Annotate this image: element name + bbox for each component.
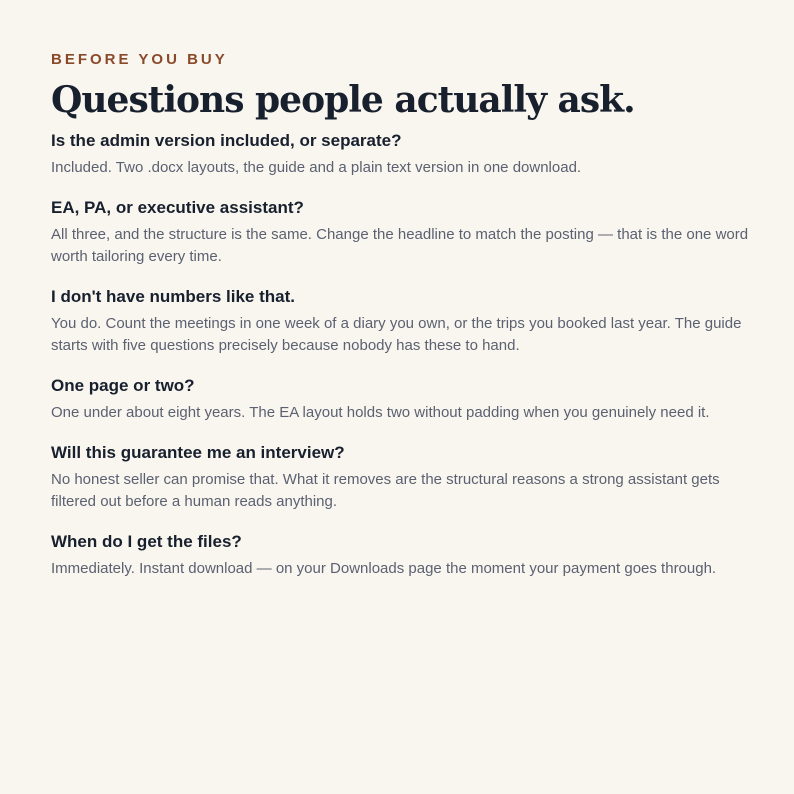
faq-item-role-title — [51, 197, 754, 268]
faq-answer: You do. Count the meetings in one week of a diary you own, or the trips you booked last year. The guide starts with five questions precisely because nobody has these to hand. — [51, 315, 742, 354]
faq-item-interview-guarantee — [51, 442, 754, 513]
faq-list — [51, 130, 754, 580]
section-eyebrow: BEFORE YOU BUY — [51, 51, 228, 68]
faq-answer: All three, and the structure is the same. Change the headline to match the posting — that is the one word worth tailoring every time. — [51, 226, 749, 265]
faq-question: Is the admin version included, or separate? — [51, 131, 402, 150]
faq-item-page-length — [51, 375, 754, 424]
page-title: Questions people actually ask. — [51, 79, 635, 121]
faq-answer: Included. Two .docx layouts, the guide and a plain text version in one download. — [51, 159, 582, 176]
faq-question: Will this guarantee me an interview? — [51, 443, 345, 462]
faq-question: I don't have numbers like that. — [51, 287, 295, 306]
faq-question: EA, PA, or executive assistant? — [51, 198, 304, 217]
faq-answer: Immediately. Instant download — on your Downloads page the moment your payment goes through. — [51, 560, 717, 577]
faq-question: When do I get the files? — [51, 532, 242, 551]
faq-item-numbers — [51, 286, 754, 357]
faq-answer: One under about eight years. The EA layout holds two without padding when you genuinely need it. — [51, 404, 710, 421]
faq-item-file-delivery — [51, 531, 754, 580]
faq-item-admin-version — [51, 130, 754, 179]
faq-question: One page or two? — [51, 376, 195, 395]
faq-answer: No honest seller can promise that. What it removes are the structural reasons a strong assistant gets filtered out before a human reads anything. — [51, 471, 720, 510]
